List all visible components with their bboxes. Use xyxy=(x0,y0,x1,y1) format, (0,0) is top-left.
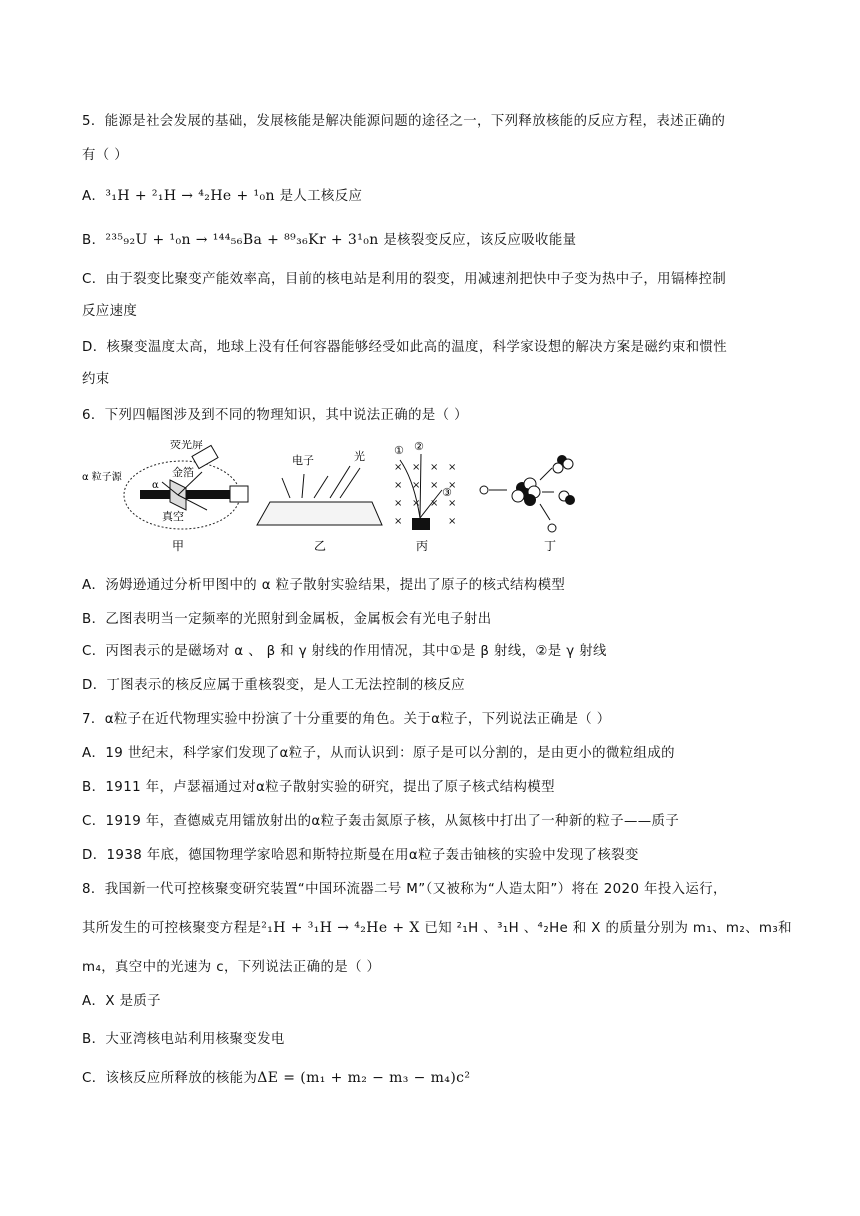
fig-ray-1-label: ① xyxy=(394,444,404,457)
q8-stem-line2-a: 其所发生的可控核聚变方程是 xyxy=(82,921,262,936)
q5-option-a-label: A． xyxy=(82,189,106,204)
q6-figures xyxy=(82,440,582,560)
svg-text:×: × xyxy=(430,480,439,491)
q5-option-a xyxy=(82,186,362,207)
q6-option-c: C．丙图表示的是磁场对 α 、 β 和 γ 射线的作用情况，其中①是 β 射线，②是 γ 射线 xyxy=(82,644,607,659)
q6-figure-svg xyxy=(82,440,582,560)
fig-fluorescent-screen-label: 荧光屏 xyxy=(170,440,203,451)
q5-option-d-line1: D．核聚变温度太高，地球上没有任何容器能够经受如此高的温度，科学家设想的解决方案是磁约束和惯性 xyxy=(82,340,728,355)
svg-text:×: × xyxy=(412,498,421,509)
svg-text:×: × xyxy=(412,480,421,491)
q7-option-a: A．19 世纪末，科学家们发现了α粒子，从而认识到：原子是可以分割的，是由更小的微粒组成的 xyxy=(82,746,675,761)
svg-text:×: × xyxy=(448,498,457,509)
figure-yi xyxy=(257,449,382,553)
q7-option-d: D．1938 年底，德国物理学家哈恩和斯特拉斯曼在用α粒子轰击铀核的实验中发现了核裂变 xyxy=(82,848,639,863)
q8-option-a: A．X 是质子 xyxy=(82,994,161,1009)
svg-text:×: × xyxy=(394,480,403,491)
q5-option-a-text: 是人工核反应 xyxy=(279,189,363,204)
fig-caption-bing: 丙 xyxy=(416,539,429,553)
q5-option-d-line2: 约束 xyxy=(82,372,110,387)
fig-caption-jia: 甲 xyxy=(172,539,185,553)
q5-option-b-label: B． xyxy=(82,233,106,248)
svg-text:×: × xyxy=(394,516,403,527)
fig-alpha-source-label: α 粒子源 xyxy=(82,472,122,483)
q6-option-a: A．汤姆逊通过分析甲图中的 α 粒子散射实验结果，提出了原子的核式结构模型 xyxy=(82,578,566,593)
svg-text:×: × xyxy=(394,498,403,509)
q7-stem: 7．α粒子在近代物理实验中扮演了十分重要的角色。关于α粒子，下列说法正确是（ ） xyxy=(82,712,611,727)
svg-text:×: × xyxy=(412,462,421,473)
svg-text:×: × xyxy=(448,516,457,527)
q5-option-b-equation: ²³⁵₉₂U + ¹₀n → ¹⁴⁴₅₆Ba + ⁸⁹₃₆Kr + 3¹₀n xyxy=(105,232,379,248)
q5-stem-line2: 有（ ） xyxy=(82,148,129,163)
fig-alpha-label: α xyxy=(152,480,159,491)
q8-stem-line3: m₄，真空中的光速为 c，下列说法正确的是（ ） xyxy=(82,960,381,975)
q6-option-b: B．乙图表明当一定频率的光照射到金属板，金属板会有光电子射出 xyxy=(82,612,492,627)
svg-text:×: × xyxy=(448,462,457,473)
figure-bing xyxy=(394,440,456,553)
fig-ray-3-label: ③ xyxy=(442,486,452,499)
q8-option-c-text: C．该核反应所释放的核能为 xyxy=(82,1071,258,1086)
fig-ray-2-label: ② xyxy=(414,440,424,453)
q6-stem: 6．下列四幅图涉及到不同的物理知识，其中说法正确的是（ ） xyxy=(82,408,468,423)
svg-text:×: × xyxy=(448,480,457,491)
q8-stem-line2-b: 已知 ²₁H 、³₁H 、⁴₂He 和 X 的质量分别为 m₁、m₂、m₃和 xyxy=(424,921,792,936)
q8-stem-line1: 8．我国新一代可控核聚变研究装置“中国环流器二号 M”（又被称为“人造太阳”）将在 2020 年投入运行， xyxy=(82,882,727,897)
svg-text:×: × xyxy=(430,498,439,509)
fig-light-label: 光 xyxy=(354,450,365,463)
q5-stem-line1: 5．能源是社会发展的基础，发展核能是解决能源问题的途径之一，下列释放核能的反应方程，表述正确的 xyxy=(82,114,726,129)
fig-gold-foil-label: 金箔 xyxy=(172,466,194,479)
q8-fusion-equation: ²₁H + ³₁H → ⁴₂He + X xyxy=(261,920,420,936)
q7-option-c: C．1919 年，查德威克用镭放射出的α粒子轰击氮原子核，从氮核中打出了一种新的粒子——质子 xyxy=(82,814,680,829)
q8-option-c-equation: ΔE = (m₁ + m₂ − m₃ − m₄)c² xyxy=(257,1070,471,1086)
q6-option-d: D．丁图表示的核反应属于重核裂变，是人工无法控制的核反应 xyxy=(82,678,466,693)
figure-jia xyxy=(82,440,248,553)
fig-caption-ding: 丁 xyxy=(544,539,557,553)
q5-option-b-text: 是核裂变反应，该反应吸收能量 xyxy=(383,233,577,248)
fig-vacuum-label: 真空 xyxy=(162,510,184,523)
figure-ding xyxy=(480,455,575,553)
q5-option-a-equation: ³₁H + ²₁H → ⁴₂He + ¹₀n xyxy=(105,188,275,204)
q8-stem-line2 xyxy=(82,918,792,939)
q5-option-c-line1: C．由于裂变比聚变产能效率高，目前的核电站是利用的裂变，用减速剂把快中子变为热中子，用镉棒控制 xyxy=(82,272,727,287)
q7-option-b: B．1911 年，卢瑟福通过对α粒子散射实验的研究，提出了原子核式结构模型 xyxy=(82,780,555,795)
q5-option-c-line2: 反应速度 xyxy=(82,304,138,319)
svg-text:×: × xyxy=(394,462,403,473)
q5-option-b xyxy=(82,230,576,251)
svg-text:×: × xyxy=(430,462,439,473)
q8-option-b: B．大亚湾核电站利用核聚变发电 xyxy=(82,1032,285,1047)
fig-caption-yi: 乙 xyxy=(314,539,327,553)
q8-option-c xyxy=(82,1068,470,1089)
fig-electron-label: 电子 xyxy=(292,454,314,467)
